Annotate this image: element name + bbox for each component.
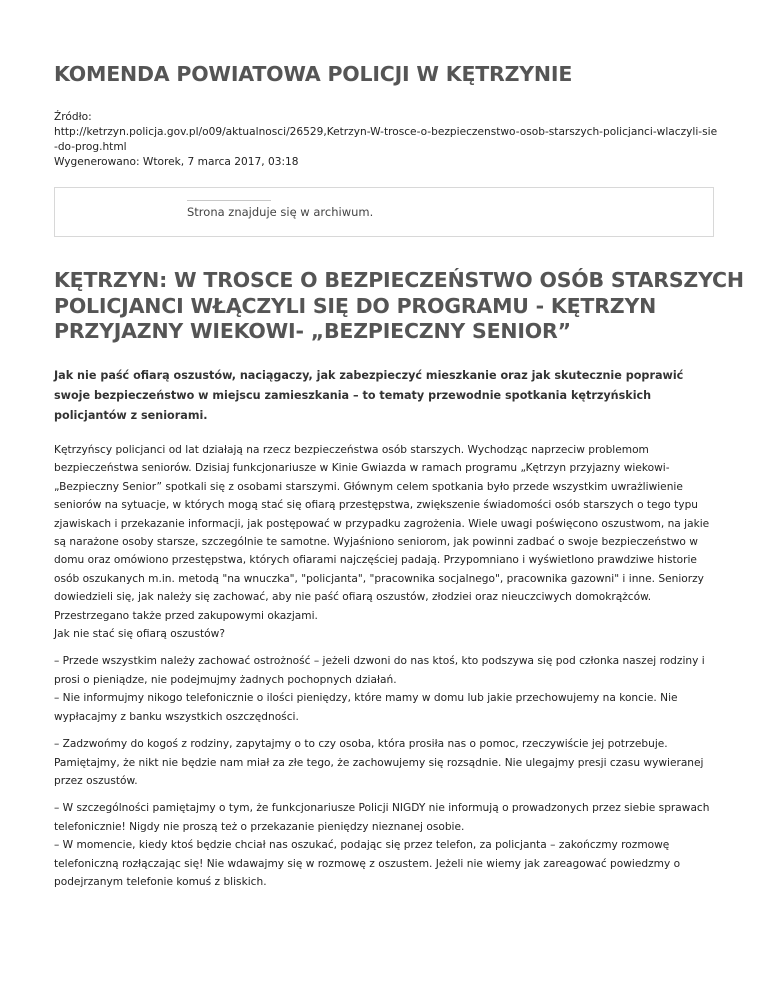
lead-line: Jak nie paść ofiarą oszustów, naciągaczy, jak zabezpieczyć mieszkanie oraz jak skutecznie poprawić: [54, 369, 684, 382]
body-line: telefoniczną rozłączając się! Nie wdawajmy się w rozmowę z oszustem. Jeżeli nie wiemy jak zareagować powiedzmy o: [54, 857, 681, 870]
body-line: domu oraz omówiono przestępstwa, których ofiarami najczęściej padają. Przypomniano i wyświetlono prawdziwe historie: [54, 554, 697, 567]
body-line: podejrzanym telefonie komuś z bliskich.: [54, 875, 267, 888]
body-line: „Bezpieczny Senior” spotkali się z osobami starszymi. Głównym celem spotkania było przede wszystkim uwrażliwienie: [54, 480, 683, 493]
paragraph-police-warning: [54, 799, 714, 891]
lead-line: swoje bezpieczeństwo w miejscu zamieszkania – to tematy przewodnie spotkania kętrzyńskich: [54, 389, 652, 402]
body-line: bezpieczeństwa seniorów. Dzisiaj funkcjonariusze w Kinie Gwiazda w ramach programu „Kętrzyn przyjazny wiekowi-: [54, 462, 670, 475]
archive-notice-box: [54, 187, 714, 237]
lead-line: policjantów z seniorami.: [54, 409, 208, 422]
site-title: KOMENDA POWIATOWA POLICJI W KĘTRZYNIE: [54, 62, 573, 86]
paragraph-caution: [54, 652, 714, 726]
body-line: Przestrzegano także przed zakupowymi okazjami.: [54, 609, 318, 622]
source-meta: [54, 110, 734, 170]
article-title-line: KĘTRZYN: W TROSCE O BEZPIECZEŃSTWO OSÓB STARSZYCH: [54, 268, 744, 292]
body-line: – Nie informujmy nikogo telefonicznie o ilości pieniędzy, które mamy w domu lub jakie przechowujemy na koncie. Nie: [54, 692, 678, 705]
paragraph-gap: [54, 790, 714, 799]
body-line: – Zadzwońmy do kogoś z rodziny, zapytajmy o to czy osoba, która prosiła nas o pomoc, rzeczywiście jej potrzebuje.: [54, 738, 668, 751]
body-line: prosi o pieniądze, nie podejmujmy żadnych pochopnych działań.: [54, 673, 397, 686]
paragraph-family-call: [54, 735, 714, 790]
source-label: Źródło:: [54, 111, 92, 123]
body-line: telefonicznie! Nigdy nie proszą też o przekazanie pieniędzy nieznanej osobie.: [54, 820, 465, 833]
generated-date: Wygenerowano: Wtorek, 7 marca 2017, 03:18: [54, 156, 299, 168]
body-line: osób oszukanych m.in. metodą "na wnuczka", "policjanta", "pracownika socjalnego", pracownika gazowni" i inne. Seniorzy: [54, 572, 704, 585]
body-line: są narażone osoby starsze, szczególnie te samotne. Wyjaśniono seniorom, jak powinni zadbać o swoje bezpieczeństwo w: [54, 536, 698, 549]
source-url[interactable]: http://ketrzyn.policja.gov.pl/o09/aktualnosci/26529,Ketrzyn-W-trosce-o-bezpieczenstwo-osob-starszych-policjanci-wlaczyli-sie: [54, 126, 718, 138]
article-body: [54, 441, 714, 891]
body-line: – W momencie, kiedy ktoś będzie chciał nas oszukać, podając się przez telefon, za policjanta – zakończmy rozmowę: [54, 839, 670, 852]
archive-notice: Strona znajduje się w archiwum.: [187, 205, 374, 219]
body-line: zjawiskach i przekazanie informacji, jak postępować w przypadku zagrożenia. Wiele uwagi poświęcono oszustwom, na jakie: [54, 517, 710, 530]
paragraph-intro: [54, 441, 714, 643]
body-line: – Przede wszystkim należy zachować ostrożność – jeżeli dzwoni do nas ktoś, kto podszywa się pod członka naszej rodziny i: [54, 655, 705, 668]
body-line: – W szczególności pamiętajmy o tym, że funkcjonariusze Policji NIGDY nie informują o prowadzonych przez siebie sprawach: [54, 802, 710, 815]
archive-divider: [187, 200, 271, 201]
article-lead: [54, 366, 714, 426]
body-line: Pamiętajmy, że nikt nie będzie nam miał za złe tego, że zachowujemy się rozsądnie. Nie ulegajmy presji czasu wywieranej: [54, 756, 704, 769]
article-title-line: POLICJANCI WŁĄCZYLI SIĘ DO PROGRAMU - KĘTRZYN: [54, 293, 657, 318]
article-title-line: PRZYJAZNY WIEKOWI- „BEZPIECZNY SENIOR”: [54, 319, 571, 343]
body-line: przez oszustów.: [54, 774, 138, 787]
body-line: Kętrzyńscy policjanci od lat działają na rzecz bezpieczeństwa osób starszych. Wychodząc naprzeciw problemom: [54, 444, 649, 456]
paragraph-gap: [54, 643, 714, 652]
paragraph-gap: [54, 726, 714, 735]
body-line: seniorów na sytuacje, w których mogą stać się ofiarą przestępstwa, zwiększenie świadomości osób starszych o tego typu: [54, 499, 699, 512]
article-title: [54, 268, 744, 345]
body-line: dowiedzieli się, jak należy się zachować, aby nie paść ofiarą oszustów, złodziei oraz nieuczciwych domokrążców.: [54, 591, 652, 604]
body-question: Jak nie stać się ofiarą oszustów?: [54, 628, 225, 641]
body-line: wypłacajmy z banku wszystkich oszczędności.: [54, 710, 299, 723]
source-url-continued[interactable]: -do-prog.html: [54, 141, 127, 153]
